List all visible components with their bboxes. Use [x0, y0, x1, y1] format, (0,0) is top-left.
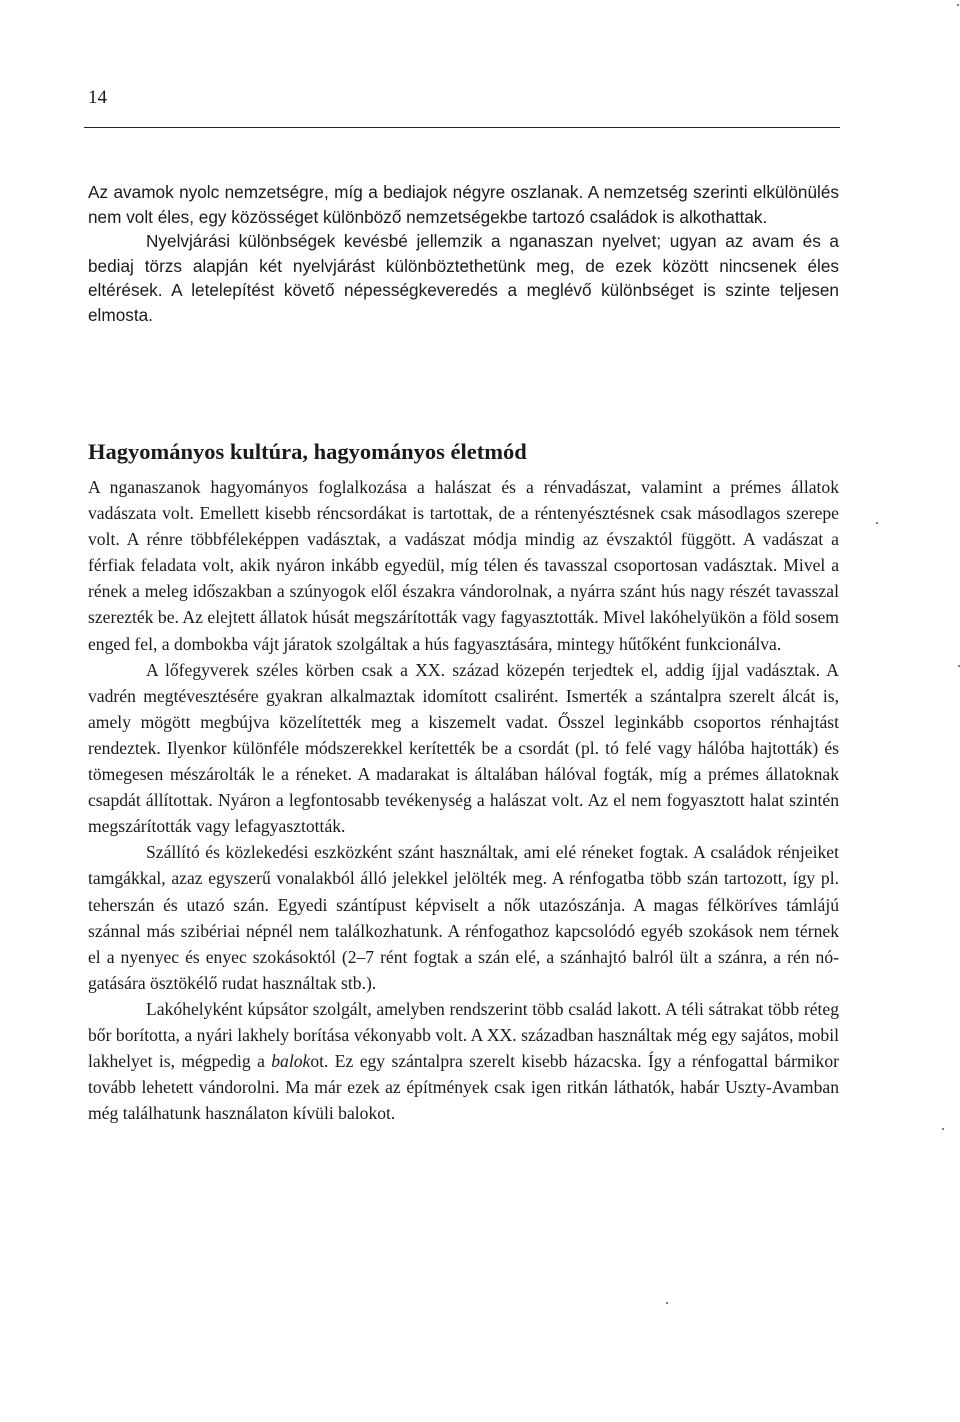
- paragraph: A lőfegyverek széles körben csak a XX. század közepén terjedtek el, addig íjjal vadásztak. A vadrén megtévesztésére gyakran alkalmaztak idomított csalirént. Ismerték a szántalpra szerelt álcát is, amely mögött megbújva közelítették meg a kiszemelt vadat. Ősszel leginkább csoportos rénhajtást rendeztek. Ilyenkor különféle módszerekkel kerítették be a csordát (pl. tó felé vagy hálóba hajtották) és tömegesen mészárolták le a réneket. A madarakat is általában hálóval fogták, míg a prémes állatoknak csapdát állítottak. Nyáron a legfontosabb tevékenység a halászat volt. Az el nem fogyasztott halat szintén megszárították vagy lefagyasztották.: [88, 659, 839, 837]
- section-heading: Hagyományos kultúra, hagyományos életmód: [88, 439, 527, 464]
- header-rule: [84, 127, 840, 128]
- paragraph: Nyelvjárási különbségek kevésbé jellemzik a nganaszan nyelvet; ugyan az avam és a bediaj törzs alapján két nyelvjárást különböztethetünk meg, de ezek között nincsenek éles eltérések. A letelepítést követő népességkeveredés a meglévő különbséget is szinte teljesen elmosta.: [88, 231, 839, 325]
- italic-term: balok: [271, 1051, 311, 1072]
- paragraph-last: [88, 996, 839, 1126]
- page-number: 14: [88, 87, 107, 108]
- paragraph: Szállító és közlekedési eszközként szánt használtak, ami elé réneket fogtak. A családok rénjeiket tamgákkal, azaz egyszerű vonalakból álló jelekkel jelölték meg. A rénfogatba több szán tartozott, így pl. teherszán és utazó szán. Egyedi szántípust képviselt a nők utazószánja. A magas félköríves támlájú szánnal más szibériai népnél nem találkozhatunk. A rénfogathoz kapcsolódó egyéb szokások nem térnek el a nyenyec és enyec szokásoktól (2–7 rént fogtak a szán elé, a szánhajtó balról ült a szánra, a rén nógatására ösztökélő rudat használtak stb.).: [88, 842, 839, 993]
- culture-section: [88, 474, 839, 1126]
- scan-speck: [876, 522, 878, 524]
- paragraph: A nganaszanok hagyományos foglalkozása a halászat és a rénvadászat, valamint a prémes állatok vadászata volt. Emellett kisebb réncsordákat is tartottak, de a réntenyésztésnek csak másodlagos szerepe volt. A rénre többféleképpen vadásztak, a vadászat módja mindig az évszaktól függött. A vadászat a férfiak feladata volt, akik nyáron inkább egyedül, míg télen és tavasszal csoportosan vadásztak. Mivel a rének a meleg időszakban a szúnyogok elől északra vándorolnak, a nyárra szánt hús nagy részét tavasszal szerezték be. Az elejtett állatok húsát megszárították vagy fagyasztották. Mivel lakóhelyükön a föld sosem enged fel, a dombokba vájt járatok szolgáltak a hús fagyasztására, mintegy hűtőként funkcionálva.: [88, 477, 839, 654]
- scan-speck: [957, 4, 959, 6]
- text-run: ot. Ez egy szántalpra szerelt kisebb házacska. Így a rénfogattal bármikor tovább lehetett vándorolni. Ma már ezek az építmények csak igen ritkán láthatók, habár Uszty-Avamban még találhatunk használaton kívüli balokot.: [88, 1051, 839, 1124]
- scan-speck: [942, 1128, 944, 1130]
- intro-section: [88, 180, 839, 328]
- scan-speck: [666, 1302, 668, 1304]
- text-run: Lakóhelyként kúpsátor szolgált, amelyben rendszerint több család lakott. A téli sátrakat több réteg bőr borította, a nyári lakhely borítása vékonyabb volt. A XX. században használtak még egy sajátos, mobil lakhelyet is, mégpedig a: [88, 998, 839, 1072]
- paragraph: Az avamok nyolc nemzetségre, míg a bediajok négyre oszlanak. A nemzetség szerinti elkülönülés nem volt éles, egy közösséget különböző nemzetségekbe tartozó családok is alkothattak.: [88, 182, 839, 227]
